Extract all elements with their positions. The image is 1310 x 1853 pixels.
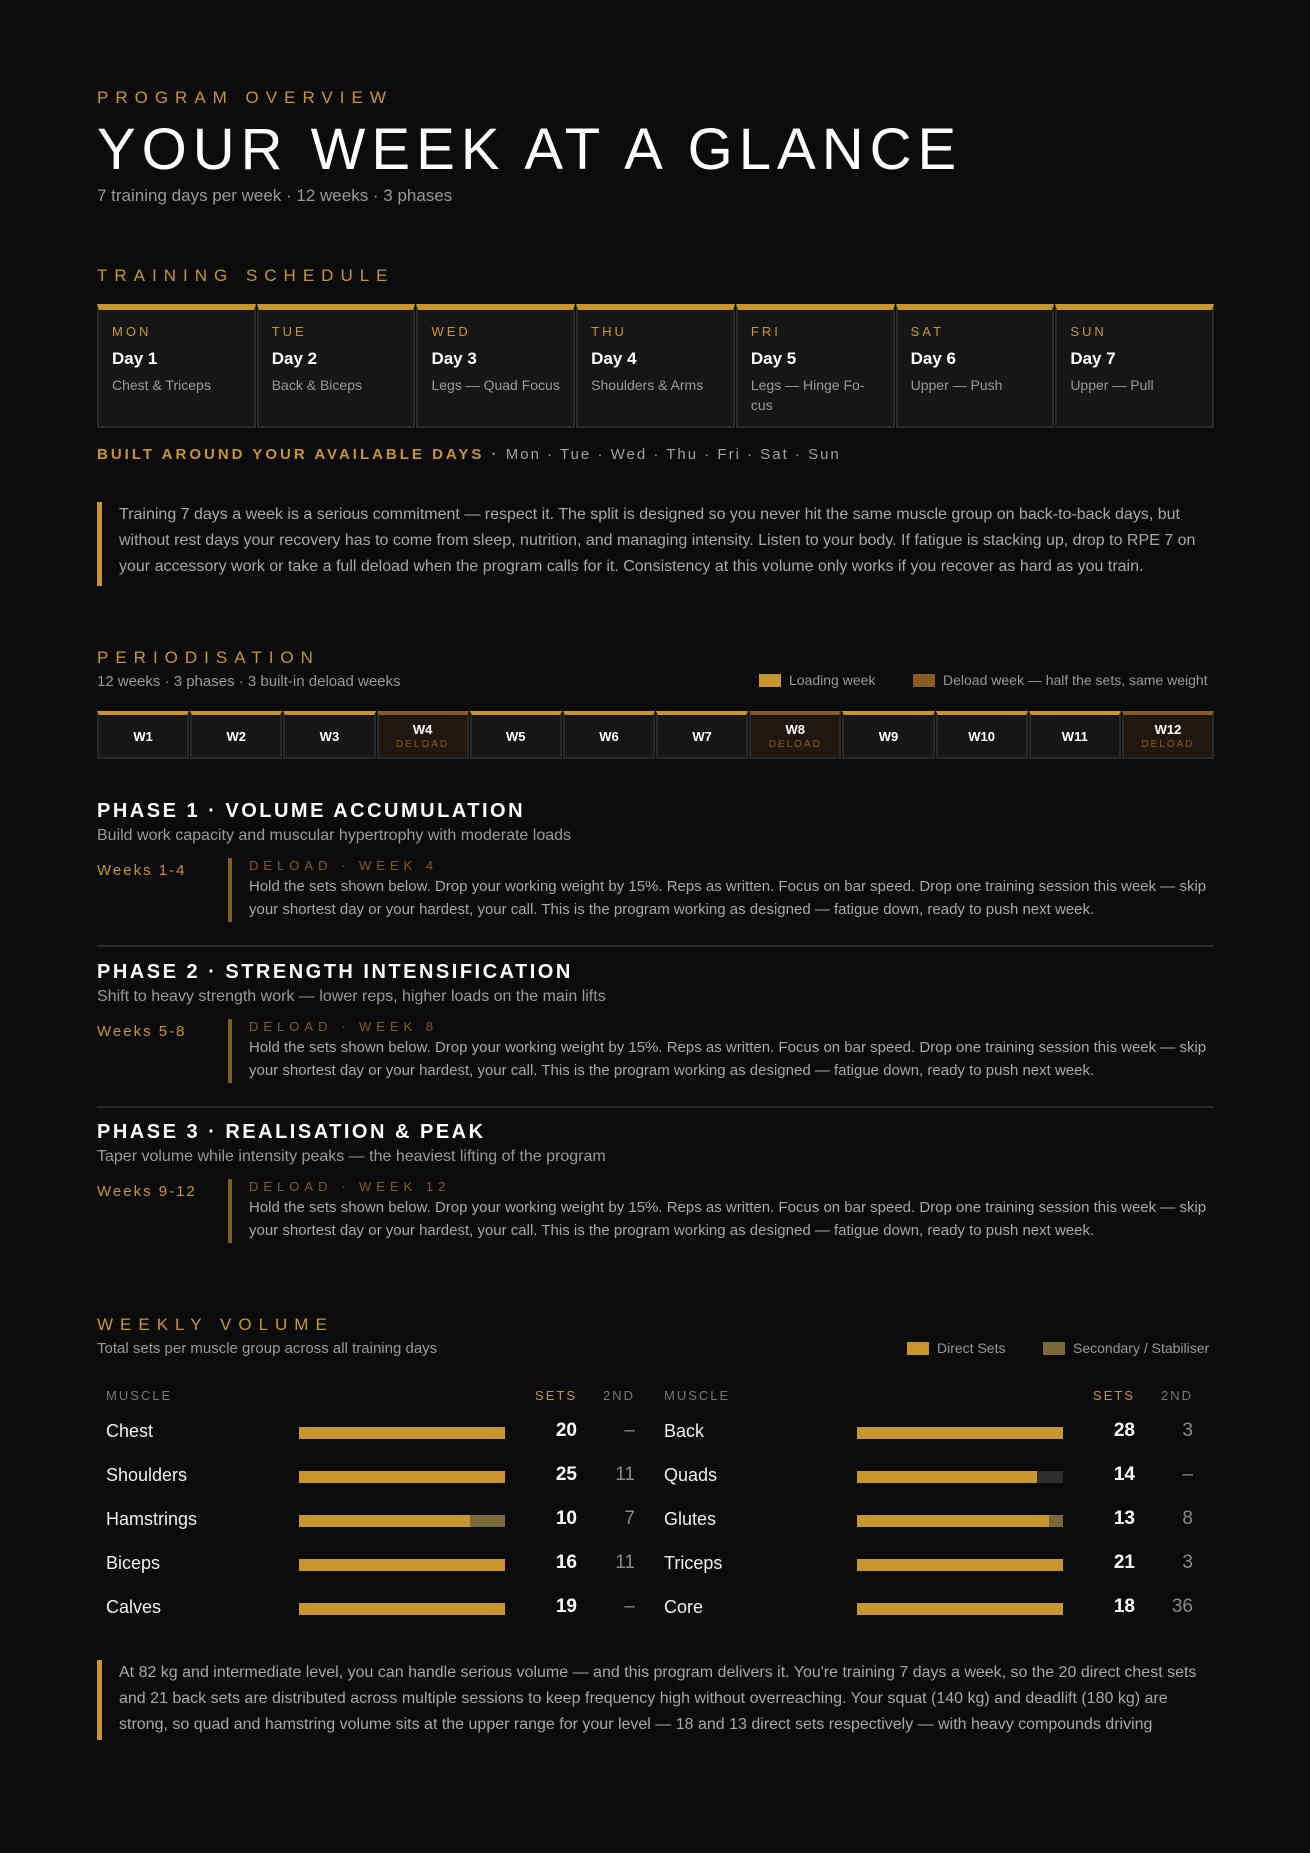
phase-subtitle: Build work capacity and muscular hypertrophy with moderate loads [97,827,572,844]
secondary-sets: 11 [615,1464,635,1485]
secondary-fill [470,1515,505,1527]
muscle-name: Chest [106,1421,154,1441]
volume-summary-note: At 82 kg and intermediate level, you can handle serious volume — and this program delivers it. You're training 7 days a week, so the 20 direct chest sets and 21 back sets are distributed across multiple sessions to keep frequency high without overreaching. Your squat (140 kg) and deadlift (180 kg) are strong, so quad and hamstring volume sits at the upper range for your level — 18 and 13 direct sets respectively — with heavy compounds driving [97,1660,1214,1740]
volume-bar [857,1471,1063,1483]
loading-swatch [759,674,781,687]
col-2nd: 2ND [602,1388,635,1403]
day-card-wed [416,304,575,428]
direct-sets: 21 [1113,1552,1135,1573]
volume-row [655,1542,1205,1586]
deload-text: Hold the sets shown below. Drop your working weight by 15%. Reps as written. Focus on bar speed. Drop one training session this week — skip your shortest day or your hardest, your call. This is the program working as designed — fatigue down, ready to push next week. [249,1039,1207,1079]
week-label: W10 [968,728,995,744]
week-cell [283,711,375,759]
day-focus: Back & Biceps [271,377,362,393]
secondary-sets: 3 [1182,1420,1193,1441]
phase-weeks: Weeks 9-12 [97,1183,197,1200]
week-cell-deload [377,711,469,759]
week-cell-deload [749,711,841,759]
periodisation-subtitle: 12 weeks · 3 phases · 3 built-in deload weeks [97,673,401,690]
day-number: Day 1 [112,349,158,368]
direct-sets: 19 [555,1596,577,1617]
day-name: THU [591,324,627,339]
recovery-note: Training 7 days a week is a serious commitment — respect it. The split is designed so you never hit the same muscle group on back-to-back days, but without rest days your recovery has to come from sleep, nutrition, and managing intensity. Listen to your body. If fatigue is stacking up, drop to RPE 7 on your accessory work or take a full deload when the program calls for it. Consistency at this volume only works if you recover as hard as you train. [97,502,1214,586]
secondary-sets: 36 [1171,1596,1193,1617]
volume-bar [857,1515,1063,1527]
direct-sets: 18 [1113,1596,1135,1617]
day-number: Day 3 [431,349,477,368]
phase-title: PHASE 1 · VOLUME ACCUMULATION [97,800,526,822]
volume-row [655,1410,1205,1454]
volume-bar [299,1471,505,1483]
legend-secondary-label: Secondary / Stabiliser [1073,1340,1210,1356]
col-2nd: 2ND [1160,1388,1193,1403]
phase-1 [97,800,1214,918]
deload-text: Hold the sets shown below. Drop your working weight by 15%. Reps as written. Focus on bar speed. Drop one training session this week — skip your shortest day or your hardest, your call. This is the program working as designed — fatigue down, ready to push next week. [249,878,1207,918]
deload-tag: DELOAD [396,739,450,750]
direct-fill [857,1559,1063,1571]
volume-bar [857,1559,1063,1571]
secondary-sets: 11 [615,1552,635,1573]
direct-sets: 10 [555,1508,577,1529]
available-days-list: Mon · Tue · Wed · Thu · Fri · Sat · Sun [505,446,841,463]
volume-row [97,1542,647,1586]
deload-tag: DELOAD [768,739,822,750]
week-label: W8 [785,722,806,737]
direct-fill [857,1471,1037,1483]
direct-sets: 13 [1113,1508,1135,1529]
day-card-sat [896,304,1055,428]
direct-sets: 14 [1113,1464,1135,1485]
volume-table-right [655,1380,1205,1630]
direct-fill [857,1603,1063,1615]
muscle-name: Biceps [106,1553,161,1573]
muscle-name: Shoulders [106,1465,188,1485]
week-label: W9 [878,728,899,744]
direct-sets: 20 [555,1420,577,1441]
week-cell [563,711,655,759]
deload-label: DELOAD · WEEK 8 [249,1019,439,1034]
training-schedule-heading: TRAINING SCHEDULE [97,266,395,285]
deload-tag: DELOAD [1141,739,1195,750]
secondary-swatch [1043,1342,1065,1355]
direct-sets: 16 [555,1552,577,1573]
secondary-sets: 7 [624,1508,635,1529]
section-eyebrow: PROGRAM OVERVIEW [97,88,393,107]
week-label: W6 [599,728,619,744]
available-days-label: BUILT AROUND YOUR AVAILABLE DAYS · [97,446,500,463]
muscle-name: Hamstrings [106,1509,198,1529]
week-cell [97,711,189,759]
volume-row [655,1454,1205,1498]
secondary-sets: – [624,1420,635,1441]
secondary-sets: 3 [1182,1552,1193,1573]
volume-bar [299,1603,505,1615]
col-sets: SETS [535,1388,577,1403]
day-name: MON [112,324,152,339]
deload-text: Hold the sets shown below. Drop your working weight by 15%. Reps as written. Focus on bar speed. Drop one training session this week — skip your shortest day or your hardest, your call. This is the program working as designed — fatigue down, ready to push next week. [249,1199,1207,1239]
week-cell [1029,711,1121,759]
phase-3 [97,1121,1214,1239]
deload-label: DELOAD · WEEK 4 [249,858,439,873]
phase-weeks: Weeks 5-8 [97,1023,187,1040]
weekly-volume-subtitle: Total sets per muscle group across all training days [97,1340,438,1357]
direct-fill [857,1427,1063,1439]
volume-bar [299,1427,505,1439]
day-focus: Upper — Push [910,377,1003,393]
day-card-tue [257,304,416,428]
legend-direct-label: Direct Sets [937,1340,1006,1356]
volume-bar [299,1515,505,1527]
volume-row [97,1586,647,1630]
week-label: W2 [226,728,246,744]
secondary-sets: – [1182,1464,1193,1485]
volume-row [97,1454,647,1498]
page-title: YOUR WEEK AT A GLANCE [97,117,963,182]
direct-fill [299,1559,505,1571]
day-name: TUE [271,324,307,339]
phase-deload-note [228,1179,1214,1243]
legend-direct [907,1340,1005,1356]
phase-title: PHASE 2 · STRENGTH INTENSIFICATION [97,961,573,983]
day-focus: Upper — Pull [1070,377,1154,393]
legend-loading [759,672,875,688]
week-cell [656,711,748,759]
day-focus: Shoulders & Arms [591,377,704,393]
direct-fill [299,1515,470,1527]
week-label: W1 [133,728,153,744]
legend-deload [913,672,1208,688]
direct-sets: 25 [555,1464,577,1485]
muscle-name: Quads [664,1465,718,1485]
day-card-thu [576,304,735,428]
direct-fill [857,1515,1049,1527]
weekly-volume-heading: WEEKLY VOLUME [97,1315,334,1334]
volume-bar [857,1603,1063,1615]
week-cell [936,711,1028,759]
week-cell [470,711,562,759]
day-name: SAT [910,324,944,339]
direct-sets: 28 [1113,1420,1135,1441]
day-number: Day 6 [910,349,956,368]
volume-row [655,1498,1205,1542]
volume-table-header [97,1380,647,1410]
volume-bar [299,1559,505,1571]
day-focus: Legs — Hinge Fo- cus [750,377,865,413]
volume-row [655,1586,1205,1630]
day-number: Day 5 [750,349,797,368]
week-label: W12 [1154,722,1182,737]
page-subtitle: 7 training days per week · 12 weeks · 3 phases [97,186,453,205]
day-card-fri [736,304,895,428]
phase-divider [97,1106,1214,1108]
muscle-name: Core [664,1597,704,1617]
volume-row [97,1410,647,1454]
col-muscle: MUSCLE [664,1388,731,1403]
secondary-fill [1049,1515,1063,1527]
col-sets: SETS [1093,1388,1135,1403]
direct-fill [299,1427,505,1439]
training-schedule [97,304,1214,428]
muscle-name: Calves [106,1597,162,1617]
volume-row [97,1498,647,1542]
day-name: WED [431,324,471,339]
secondary-sets: – [624,1596,635,1617]
muscle-name: Back [664,1421,705,1441]
week-cell [190,711,282,759]
day-name: FRI [750,324,781,339]
phase-title: PHASE 3 · REALISATION & PEAK [97,1121,486,1143]
volume-table-left [97,1380,647,1630]
week-label: W4 [412,722,433,737]
phase-deload-note [228,858,1214,922]
week-label: W7 [692,728,712,744]
muscle-name: Glutes [664,1509,717,1529]
day-number: Day 2 [271,349,318,368]
direct-fill [299,1603,505,1615]
legend-secondary [1043,1340,1209,1356]
periodisation-heading: PERIODISATION [97,648,320,667]
deload-swatch [913,674,935,687]
day-card-sun [1055,304,1214,428]
direct-swatch [907,1342,929,1355]
phase-deload-note [228,1019,1214,1083]
legend-loading-label: Loading week [789,672,876,688]
phase-subtitle: Shift to heavy strength work — lower reps, higher loads on the main lifts [97,988,606,1005]
phase-2 [97,961,1214,1079]
phase-divider [97,945,1214,947]
day-number: Day 4 [591,349,637,368]
muscle-name: Triceps [664,1553,723,1573]
week-label: W5 [506,728,526,744]
week-cell-deload [1122,711,1214,759]
day-focus: Legs — Quad Focus [431,377,560,393]
legend-deload-label: Deload week — half the sets, same weight [943,672,1208,688]
available-days-row [97,446,841,463]
week-cell [842,711,934,759]
day-card-mon [97,304,256,428]
week-label: W3 [319,728,340,744]
day-focus: Chest & Triceps [112,377,211,393]
volume-bar [857,1427,1063,1439]
deload-label: DELOAD · WEEK 12 [249,1179,451,1194]
week-label: W11 [1061,728,1088,744]
secondary-sets: 8 [1182,1508,1193,1529]
volume-table-header [655,1380,1205,1410]
day-number: Day 7 [1070,349,1116,368]
week-timeline [97,711,1214,759]
day-name: SUN [1070,324,1107,339]
phase-subtitle: Taper volume while intensity peaks — the heaviest lifting of the program [97,1148,606,1165]
phase-weeks: Weeks 1-4 [97,862,187,879]
direct-fill [299,1471,505,1483]
col-muscle: MUSCLE [106,1388,173,1403]
